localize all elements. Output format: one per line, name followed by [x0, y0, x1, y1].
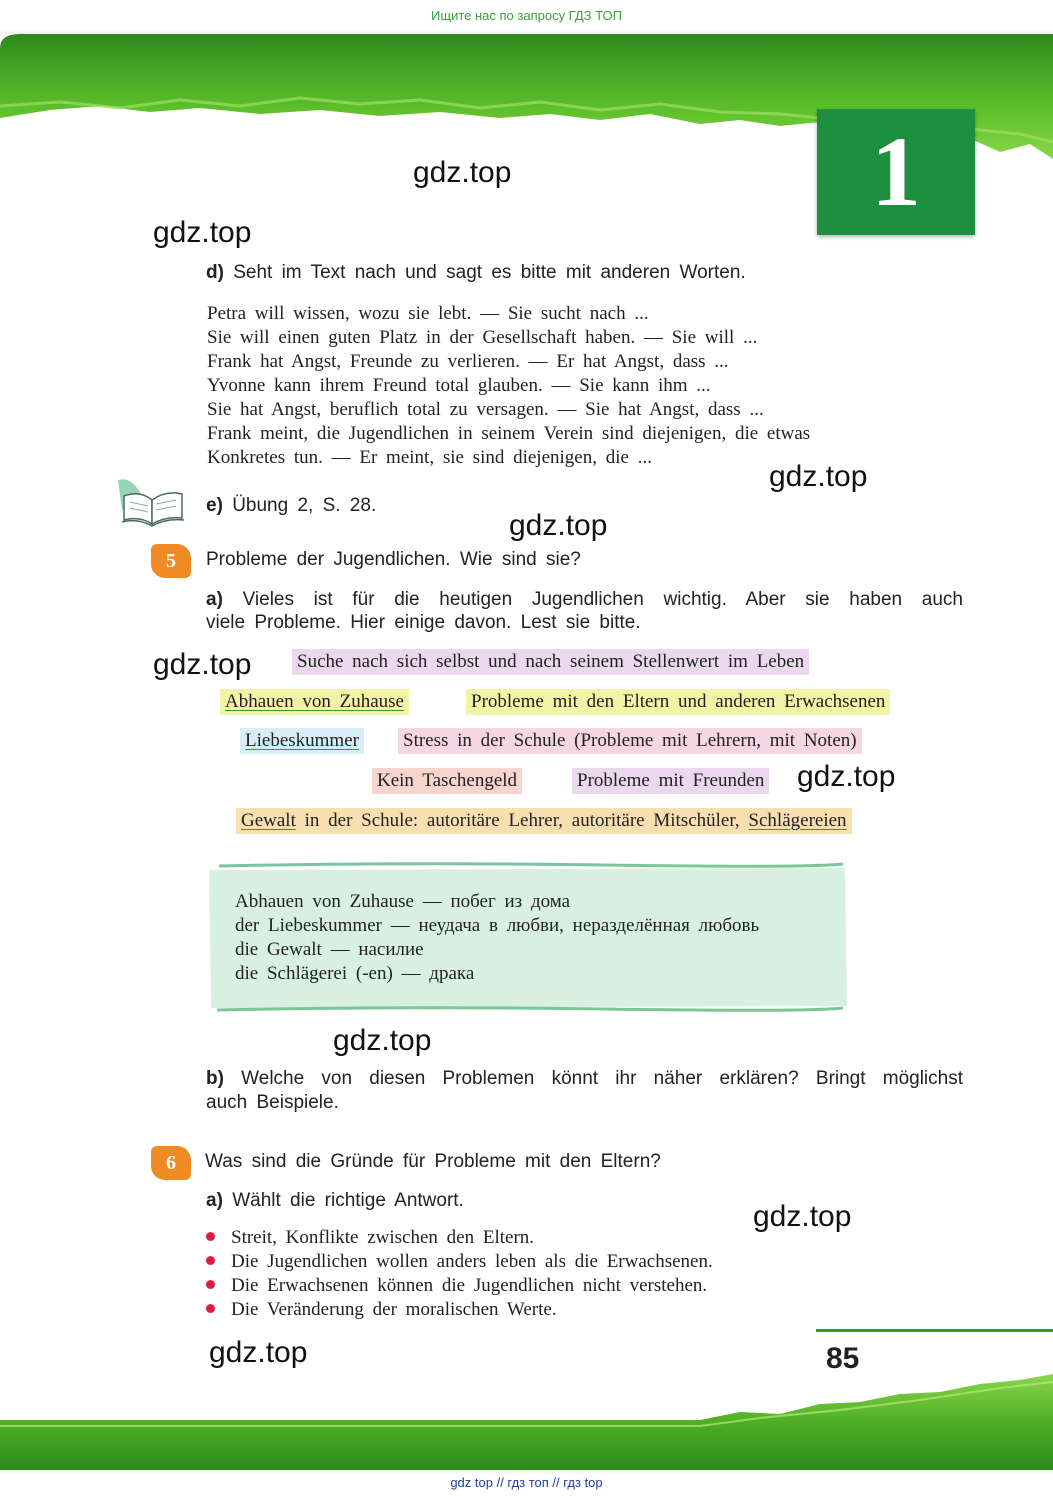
exercise-5b — [206, 1067, 963, 1115]
sentence-line: Sie will einen guten Platz in der Gesellschaft haben. — Sie will ... — [207, 327, 758, 348]
site-banner: Ищите нас по запросу ГДЗ ТОП — [0, 0, 1053, 34]
answer-option — [206, 1226, 713, 1250]
watermark: gdz.top — [797, 760, 896, 793]
page-number: 85 — [826, 1342, 860, 1375]
problem-chip-taschengeld: Kein Taschengeld — [372, 768, 522, 794]
vocab-entry: die Gewalt — насилие — [235, 939, 424, 960]
exercise-5a-label: a) — [206, 589, 223, 610]
exercise-5-number: 5 — [151, 544, 191, 578]
bottom-grass-band — [0, 1374, 1053, 1470]
watermark: gdz.top — [153, 216, 252, 249]
watermark: gdz.top — [769, 460, 868, 493]
exercise-5b-text-2: auch Beispiele. — [206, 1092, 339, 1113]
task-d-instruction — [206, 262, 746, 284]
bullet-icon — [206, 1232, 215, 1241]
exercise-6-number: 6 — [151, 1146, 191, 1180]
problem-chip-freunde: Probleme mit Freunden — [572, 768, 769, 794]
exercise-6-title: Was sind die Gründe für Probleme mit den Eltern? — [205, 1151, 661, 1172]
gewalt-middle: in der Schule: autoritäre Lehrer, autoritäre Mitschüler, — [295, 810, 749, 831]
vocab-entry: Abhauen von Zuhause — побег из дома — [235, 891, 571, 912]
problem-chip-eltern: Probleme mit den Eltern und anderen Erwachsenen — [466, 689, 890, 715]
watermark: gdz.top — [413, 156, 512, 189]
problem-chip-gewalt — [236, 808, 852, 834]
answer-option-text: Streit, Konflikte zwischen den Eltern. — [231, 1227, 535, 1248]
schlaegereien-word: Schlägereien — [748, 810, 847, 831]
exercise-6a-label: a) — [206, 1190, 223, 1211]
vocab-entry: die Schlägerei (-en) — драка — [235, 963, 475, 984]
problem-chip-stress: Stress in der Schule (Probleme mit Lehrern, mit Noten) — [398, 728, 862, 754]
watermark: gdz.top — [509, 509, 608, 542]
sentence-line: Yvonne kann ihrem Freund total glauben. — Sie kann ihm ... — [207, 375, 711, 396]
exercise-5a-text-2: viele Probleme. Hier einige davon. Lest sie bitte. — [206, 612, 641, 633]
answer-option — [206, 1274, 713, 1298]
answer-options — [206, 1226, 713, 1322]
sentence-line: Konkretes tun. — Er meint, sie sind diejenigen, die ... — [207, 447, 652, 468]
answer-option — [206, 1298, 713, 1322]
vocabulary-list — [235, 890, 759, 986]
watermark: gdz.top — [153, 648, 252, 681]
sentence-line: Sie hat Angst, beruflich total zu versagen. — Sie hat Angst, dass ... — [207, 399, 764, 420]
exercise-6a-text: Wählt die richtige Antwort. — [232, 1190, 464, 1211]
task-d-sentences — [207, 302, 810, 470]
page-number-rule — [816, 1329, 1053, 1332]
exercise-5a-text-1: Vieles ist für die heutigen Jugendlichen wichtig. Aber sie haben auch — [242, 589, 963, 610]
textbook-page — [0, 34, 1053, 1470]
exercise-5b-text-1: Welche von diesen Problemen könnt ihr näher erklären? Bringt möglichst — [241, 1068, 964, 1089]
watermark: gdz.top — [333, 1024, 432, 1057]
sentence-line: Petra will wissen, wozu sie lebt. — Sie sucht nach ... — [207, 303, 649, 324]
answer-option — [206, 1250, 713, 1274]
watermark: gdz.top — [753, 1200, 852, 1233]
task-e-text: Übung 2, S. 28. — [232, 495, 377, 516]
exercise-5-title: Probleme der Jugendlichen. Wie sind sie? — [206, 549, 581, 570]
task-e-label: e) — [206, 495, 223, 516]
workbook-icon — [112, 474, 188, 530]
gewalt-word: Gewalt — [241, 810, 296, 831]
task-e — [206, 495, 376, 517]
vocab-entry: der Liebeskummer — неудача в любви, неразделённая любовь — [235, 915, 760, 936]
problem-chip-abhauen: Abhauen von Zuhause — [220, 689, 409, 715]
sentence-line: Frank meint, die Jugendlichen in seinem Verein sind diejenigen, die etwas — [207, 423, 811, 444]
bullet-icon — [206, 1256, 215, 1265]
task-d-label: d) — [206, 262, 224, 283]
problem-chip-suche: Suche nach sich selbst und nach seinem Stellenwert im Leben — [292, 649, 809, 675]
answer-option-text: Die Veränderung der moralischen Werte. — [231, 1299, 557, 1320]
exercise-5b-label: b) — [206, 1068, 224, 1089]
watermark: gdz.top — [209, 1336, 308, 1369]
chapter-number-box — [817, 109, 975, 235]
sentence-line: Frank hat Angst, Freunde zu verlieren. — Er hat Angst, dass ... — [207, 351, 729, 372]
bullet-icon — [206, 1280, 215, 1289]
exercise-5a — [206, 588, 963, 634]
answer-option-text: Die Erwachsenen können die Jugendlichen nicht verstehen. — [231, 1275, 708, 1296]
exercise-6a — [206, 1190, 464, 1212]
problem-chip-liebeskummer: Liebeskummer — [240, 728, 364, 754]
answer-option-text: Die Jugendlichen wollen anders leben als die Erwachsenen. — [231, 1251, 713, 1272]
footer-banner: gdz top // гдз топ // гдз top — [450, 1475, 603, 1490]
chapter-number: 1 — [871, 116, 921, 227]
task-d-text: Seht im Text nach und sagt es bitte mit anderen Worten. — [233, 262, 746, 283]
bullet-icon — [206, 1304, 215, 1313]
